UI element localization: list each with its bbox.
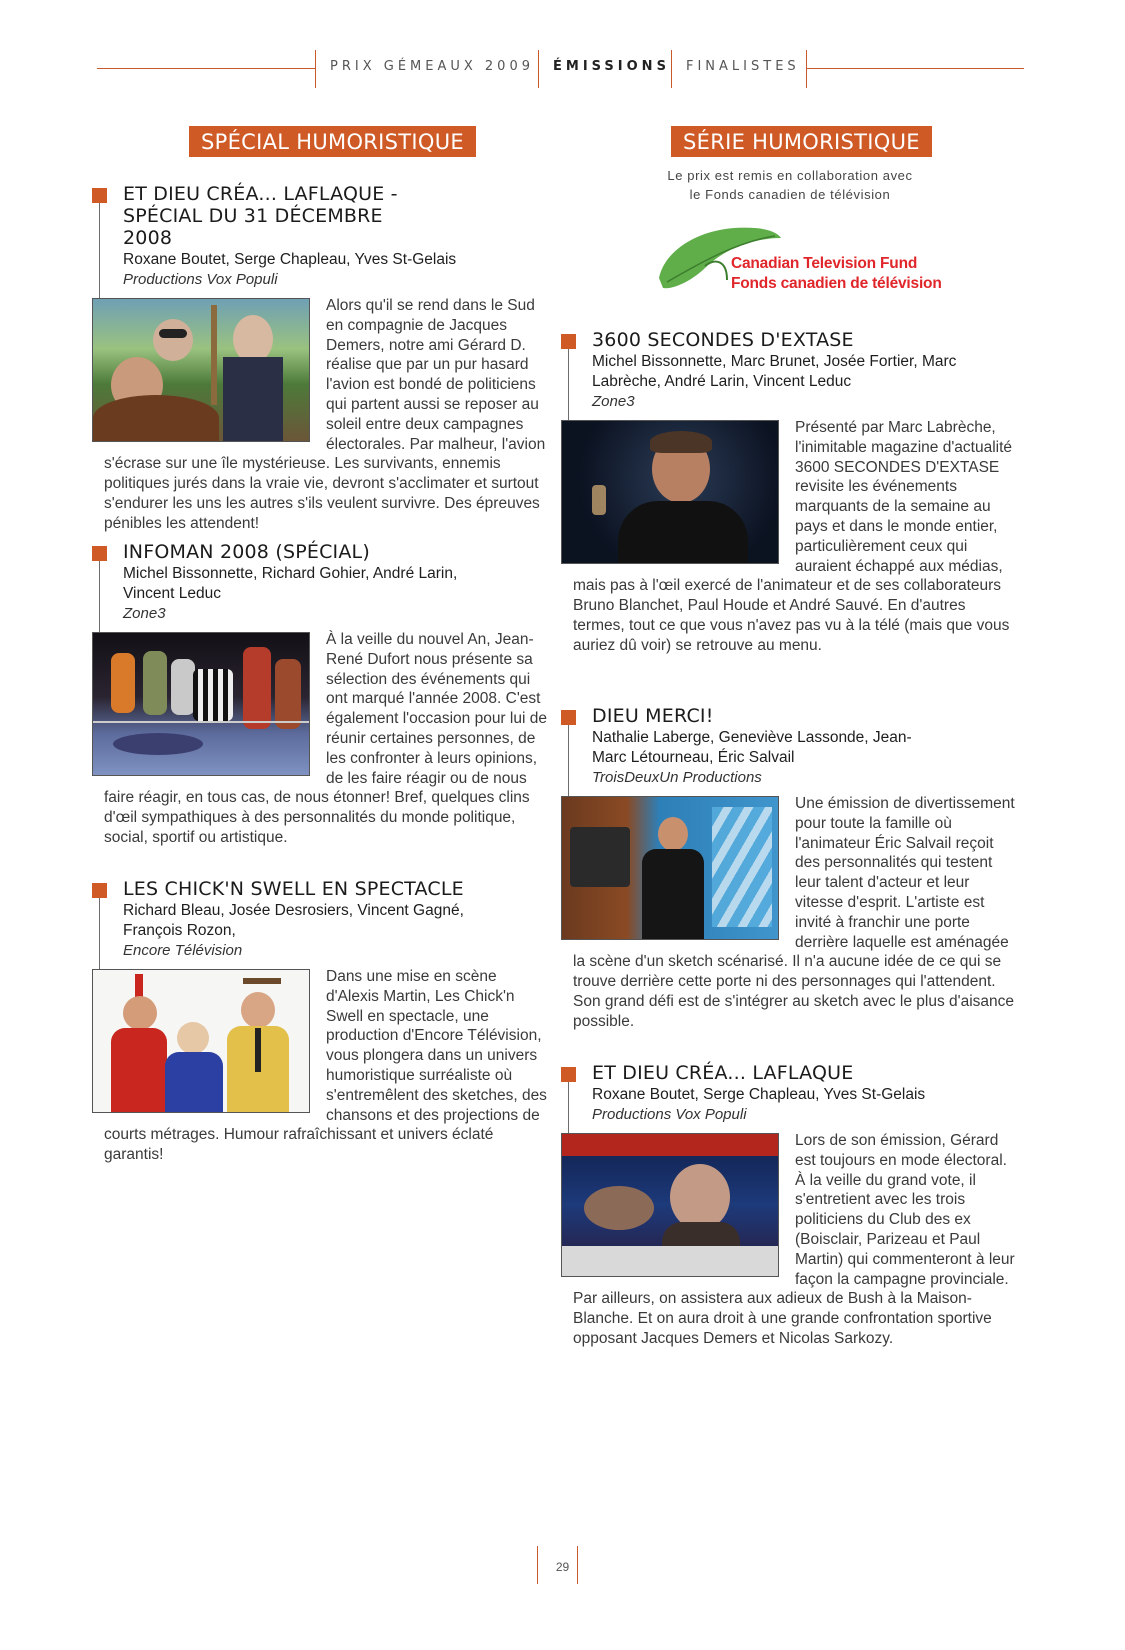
- entry-body: [573, 418, 1021, 656]
- collab-note: Le prix est remis en collaboration avec le Fonds canadien de télévision: [667, 168, 913, 202]
- entry-description: Lors de son émission, Gérard est toujours en mode électoral. À la veille du grand vote, il s'entretient avec les trois politiciens du Club des ex (Boisclair, Parizeau et Paul Martin) qui commenteront à leur façon la campagne provinciale. Par ailleurs, on assistera aux adieux de Bush à la Maison-Blanche. Et on aura droit à une grande confrontation sportive opposant Jacques Demers et Nicolas Sarkozy.: [573, 1132, 1015, 1347]
- entry-description: Alors qu'il se rend dans le Sud en compagnie de Jacques Demers, notre ami Gérard D. réalise que par un pur hasard l'avion est bondé de politiciens qui partent aussi se reposer au soleil entre deux campagnes électorales. Par malheur, l'avion s'écrase sur une île mystérieuse. Les survivants, ennemis politiques jurés dans la vraie vie, devront s'acclimater et surtout s'endurer les uns les autres s'ils veulent survivre. Des épreuves pénibles les attendent!: [104, 297, 546, 532]
- entry-laflaque: [561, 1062, 1021, 1349]
- entry-laflaque-special: [92, 183, 552, 534]
- entry-title: INFOMAN 2008 (SPÉCIAL): [123, 541, 370, 563]
- entry-3600-secondes: [561, 329, 1021, 656]
- header-divider: [315, 50, 316, 88]
- entry-stem: [99, 561, 100, 641]
- entry-production: Productions Vox Populi: [592, 1106, 747, 1123]
- page-number: 29: [555, 1560, 570, 1574]
- entry-chickn-swell: [92, 878, 552, 1165]
- header-left-text: PRIX GÉMEAUX 2009: [330, 59, 534, 74]
- header-rule-left: [97, 68, 315, 69]
- header-divider: [671, 50, 672, 88]
- entry-production: Productions Vox Populi: [123, 271, 278, 288]
- entry-credits: Michel Bissonnette, Richard Gohier, André Larin, Vincent Leduc: [123, 565, 458, 602]
- entry-marker: [92, 883, 107, 898]
- ctf-logo-en: Canadian Television Fund: [731, 255, 918, 272]
- entry-description: Dans une mise en scène d'Alexis Martin, Les Chick'n Swell en spectacle, une production d'Encore Télévision, vous plongera dans un univers humoristique surréaliste où s'entremêlent des sketches, des chansons et des projections de courts métrages. Humour rafraîchissant et univers éclaté garantis!: [104, 968, 547, 1164]
- entry-stem: [99, 203, 100, 303]
- entry-marker: [561, 334, 576, 349]
- chickn-swell-image: [92, 969, 310, 1113]
- entry-credits: Michel Bissonnette, Marc Brunet, Josée Fortier, Marc Labrèche, André Larin, Vincent Leduc: [592, 353, 957, 390]
- entry-production: Zone3: [592, 393, 635, 410]
- entry-title: ET DIEU CRÉA... LAFLAQUE - SPÉCIAL DU 31 DÉCEMBRE 2008: [123, 183, 398, 249]
- entry-body: [573, 794, 1021, 1032]
- entry-stem: [99, 898, 100, 978]
- entry-body: [573, 1131, 1021, 1349]
- header-divider: [806, 50, 807, 88]
- entry-title: 3600 SECONDES D'EXTASE: [592, 329, 854, 351]
- entry-production: TroisDeuxUn Productions: [592, 769, 762, 786]
- entry-infoman: [92, 541, 552, 848]
- entry-stem: [568, 725, 569, 803]
- entry-marker: [561, 710, 576, 725]
- header-rule-right: [806, 68, 1024, 69]
- entry-credits: Roxane Boutet, Serge Chapleau, Yves St-Gelais: [123, 251, 457, 268]
- entry-marker: [92, 188, 107, 203]
- entry-description: À la veille du nouvel An, Jean-René Dufort nous présente sa sélection des événements qui ont marqué l'année 2008. C'est également l'occasion pour lui de réunir certaines personnes, de les confronter à leurs opinions, de les faire réagir ou de nous faire réagir, en tous cas, de nous étonner! Bref, quelques clins d'œil sympathiques à des personnalités du monde politique, social, sportif ou artistique.: [104, 631, 547, 846]
- entry-title: DIEU MERCI!: [592, 705, 714, 727]
- entry-marker: [92, 546, 107, 561]
- entry-production: Zone3: [123, 605, 166, 622]
- section-title-special: SPÉCIAL HUMORISTIQUE: [189, 126, 476, 157]
- header-center-text: ÉMISSIONS: [553, 59, 670, 74]
- entry-marker: [561, 1067, 576, 1082]
- entry-description: Une émission de divertissement pour toute la famille où l'animateur Éric Salvail reçoit des personnalités qui testent leur talent d'acteur et leur vitesse d'esprit. L'artiste est invité à franchir une porte derrière laquelle est aménagée la scène d'un sketch scénarisé. Il n'a aucune idée de ce qui se trouve derrière cette porte ni des personnages qui l'attendent. Son grand défi est de s'intégrer au sketch avec le plus d'aisance possible.: [573, 795, 1015, 1030]
- entry-credits: Richard Bleau, Josée Desrosiers, Vincent Gagné, François Rozon,: [123, 902, 464, 939]
- entry-title: ET DIEU CRÉA... LAFLAQUE: [592, 1062, 854, 1084]
- header-divider: [538, 50, 539, 88]
- entry-body: [104, 967, 552, 1165]
- ctf-logo: [655, 218, 955, 298]
- entry-title: LES CHICK'N SWELL EN SPECTACLE: [123, 878, 464, 900]
- entry-description: Présenté par Marc Labrèche, l'inimitable magazine d'actualité 3600 SECONDES D'EXTASE revisite les événements marquants de la semaine au pays et dans le monde entier, particulièrement ceux qui auraient échappé aux médias, mais pas à l'œil exercé de l'animateur et de ses collaborateurs Bruno Blanchet, Paul Houde et André Sauvé. En d'autres termes, tout ce que vous n'avez pas vu à la télé (mais que vous auriez dû voir) se retrouve au menu.: [573, 419, 1013, 654]
- section-title-serie: SÉRIE HUMORISTIQUE: [671, 126, 932, 157]
- entry-production: Encore Télévision: [123, 942, 243, 959]
- entry-body: [104, 296, 552, 534]
- laflaque-studio-image: [561, 1133, 779, 1277]
- header-right-text: FINALISTES: [686, 59, 800, 74]
- entry-dieu-merci: [561, 705, 1021, 1032]
- ctf-logo-fr: Fonds canadien de télévision: [731, 275, 942, 292]
- entry-credits: Nathalie Laberge, Geneviève Lassonde, Jean-Marc Létourneau, Éric Salvail: [592, 729, 912, 766]
- entry-credits: Roxane Boutet, Serge Chapleau, Yves St-Gelais: [592, 1086, 926, 1103]
- entry-body: [104, 630, 552, 848]
- entry-stem: [568, 349, 569, 427]
- marc-labreche-image: [561, 420, 779, 564]
- entry-stem: [568, 1082, 569, 1140]
- dieu-merci-image: [561, 796, 779, 940]
- infoman-ring-image: [92, 632, 310, 776]
- laflaque-island-image: [92, 298, 310, 442]
